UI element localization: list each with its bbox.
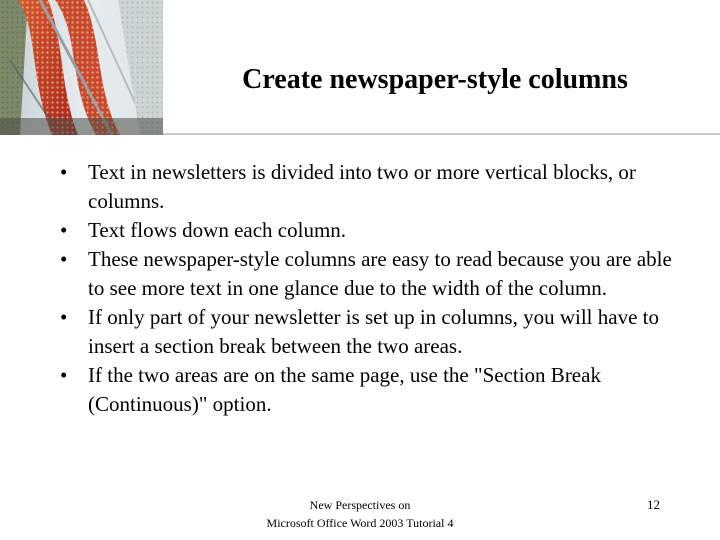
- bullet-item: [60, 303, 680, 361]
- bullet-dot-icon: •: [60, 247, 68, 271]
- bullet-text: If the two areas are on the same page, use the "Section Break (Continuous)" option.: [88, 363, 601, 416]
- bullet-item: [60, 158, 680, 216]
- bullet-list: [60, 158, 680, 419]
- footer-line-1: New Perspectives on: [309, 498, 411, 512]
- bullet-dot-icon: •: [60, 160, 68, 184]
- page-number: 12: [647, 497, 660, 512]
- bullet-item: [60, 216, 680, 245]
- bullet-item: [60, 361, 680, 419]
- footer-caption: [230, 496, 490, 532]
- bullet-dot-icon: •: [60, 363, 68, 387]
- building-facade-image: [0, 0, 163, 135]
- bullet-dot-icon: •: [60, 218, 68, 242]
- bullet-item: [60, 245, 680, 303]
- bullet-text: These newspaper-style columns are easy to read because you are able to see more text in one glance due to the width of the column.: [88, 247, 672, 300]
- bullet-text: Text in newsletters is divided into two or more vertical blocks, or columns.: [88, 160, 636, 213]
- bullet-text: Text flows down each column.: [88, 218, 347, 242]
- bullet-text: If only part of your newsletter is set up in columns, you will have to insert a section break between the two areas.: [88, 305, 659, 358]
- slide-title: Create newspaper-style columns: [242, 64, 628, 95]
- footer-line-2: Microsoft Office Word 2003 Tutorial 4: [266, 516, 454, 530]
- title-underline: [163, 133, 720, 135]
- bullet-dot-icon: •: [60, 305, 68, 329]
